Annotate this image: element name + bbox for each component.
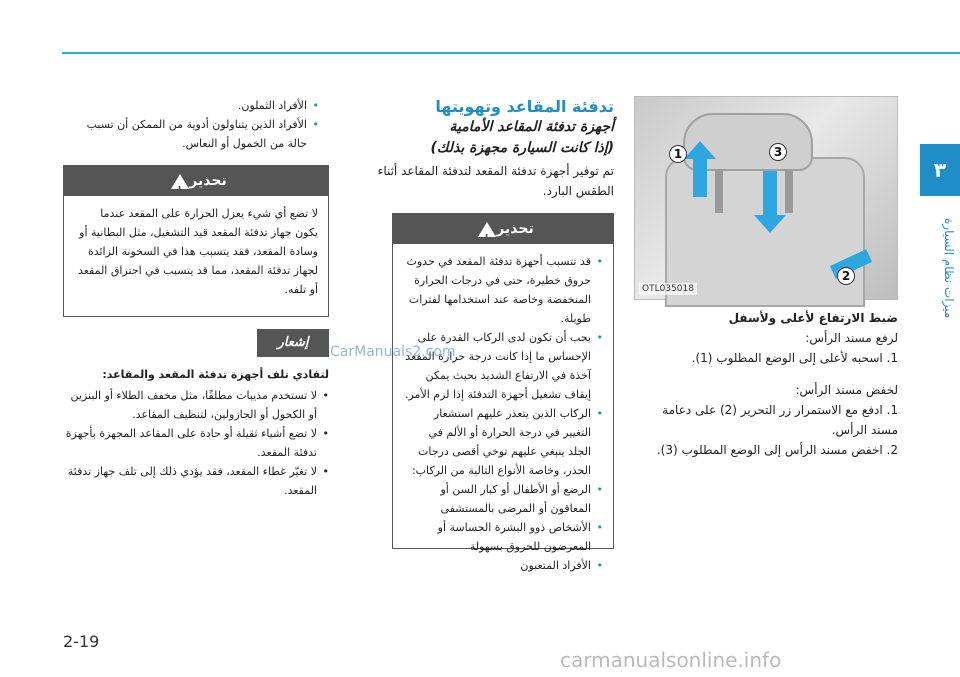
list-item: • الأفراد الثملون. xyxy=(73,96,319,115)
note-item: • لا تغيّر غطاء المقعد، فقد يؤدي ذلك إلى تلف جهاز تدفئة المقعد. xyxy=(63,462,329,500)
warning-title: تحذير xyxy=(496,221,534,237)
lower-step-2: 2. اخفض مسند الرأس إلى الوضع المطلوب (3). xyxy=(656,443,898,457)
warning-icon xyxy=(478,222,496,237)
note-item: • لا تستخدم مذيبات مطلقًا، مثل مخفف الطلاء أو البنزين أو الكحول أو الجازولين، لتنظيف المقاعد. xyxy=(63,386,329,424)
warning-item: • يجب أن تكون لدى الركاب القدرة على الإحساس ما إذا كانت درجة حرارة المقعد آخذة في الارتفاع الشديد بحيث يمكن إيقاف تشغيل أجهزة التدفئة إذا لزم الأمر. xyxy=(403,328,603,404)
note-item: • لا تضع أشياء ثقيلة أو حادة على المقاعد المجهزة بأجهزة تدفئة المقعد. xyxy=(63,424,329,462)
warning-header xyxy=(393,214,613,244)
raise-title: لرفع مسند الرأس: xyxy=(805,331,898,345)
subheading: ضبط الارتفاع لأعلى ولأسفل xyxy=(728,311,898,325)
headrest-post-left xyxy=(715,169,723,213)
left-column xyxy=(63,96,329,500)
warning-item: • الأفراد المتعبون xyxy=(403,556,603,575)
watermark-bottom: carmanualsonline.info xyxy=(560,648,782,672)
warning-item: • الرضع أو الأطفال أو كبار السن أو المعاقون أو المرضى بالمستشفى xyxy=(403,480,603,518)
note-body xyxy=(63,365,329,500)
list-item: • الأفراد الذين يتناولون أدوية من الممكن أن تسبب حالة من الخمول أو النعاس. xyxy=(73,115,319,153)
right-column xyxy=(634,96,898,460)
callout-3: 3 xyxy=(769,143,787,161)
chapter-title: ميزات نظام السيارة xyxy=(942,217,956,319)
warning-item: • قد تتسبب أجهزة تدفئة المقعد في حدوث حروق خطيرة، حتى في درجات الحرارة المنخفضة وخاصة عند استخدامها لفترات طويلة. xyxy=(403,252,603,328)
section-subtitle-note: (إذا كانت السيارة مجهزة بذلك) xyxy=(430,140,614,156)
lower-step-1: 1. ادفع مع الاستمرار زر التحرير (2) على دعامة مسند الرأس. xyxy=(662,403,898,437)
headrest-post-right xyxy=(785,169,793,213)
figure-label: OTL035018 xyxy=(639,283,697,295)
chapter-tab: ٣ xyxy=(920,144,960,196)
page-number: 2-19 xyxy=(63,632,100,651)
warning-box xyxy=(392,213,614,572)
continued-list xyxy=(63,96,329,161)
middle-column xyxy=(348,96,614,572)
watermark-mid: CarManuals2.com xyxy=(330,344,456,360)
warning-title-2: تحذير xyxy=(189,173,227,189)
callout-1: 1 xyxy=(669,145,687,163)
section-subtitle: أجهزة تدفئة المقاعد الأمامية xyxy=(449,119,614,135)
callout-2: 2 xyxy=(837,267,855,285)
warning-text-2: لا تضع أي شيء يعزل الحرارة على المقعد عندما يكون جهاز تدفئة المقعد قيد التشغيل، مثل البطانية أو وسادة المقعد، فقد يتسبب هذا في السخونة الزائدة لجهاز تدفئة المقعد، مما قد يتسبب في احتراق المقعد أو تلفه. xyxy=(77,207,318,296)
warning-box-2 xyxy=(63,165,329,317)
arrow-up-icon xyxy=(693,157,707,197)
warning-body xyxy=(393,244,613,583)
raise-step-1: 1. اسحبه لأعلى إلى الوضع المطلوب (1). xyxy=(691,351,898,365)
headrest-instructions xyxy=(634,308,898,460)
arrow-down-icon xyxy=(763,171,777,217)
lower-title: لخفض مسند الرأس: xyxy=(795,383,898,397)
warning-icon-2 xyxy=(171,174,189,189)
top-rule xyxy=(62,52,960,54)
section-title: تدفئة المقاعد وتهويتها xyxy=(435,97,614,116)
note-tag: إشعار xyxy=(257,329,329,357)
note-lead: لتفادي تلف أجهزة تدفئة المقعد والمقاعد: xyxy=(102,368,329,381)
warning-header-2 xyxy=(64,166,328,196)
headrest-figure xyxy=(634,96,898,300)
section-intro: تم توفير أجهزة تدفئة المقعد لتدفئة المقاعد أثناء الطقس البارد. xyxy=(377,164,614,198)
warning-item: • الركاب الذين يتعذر عليهم استشعار التغيير في درجة الحرارة أو الألم في الجلد ينبغي عليهم توخي أقصى درجات الحذر، وخاصة الأنواع التالية من الركاب: xyxy=(403,404,603,480)
warning-item: • الأشخاص ذوو البشرة الحساسة أو المعرضون للحروق بسهولة xyxy=(403,518,603,556)
